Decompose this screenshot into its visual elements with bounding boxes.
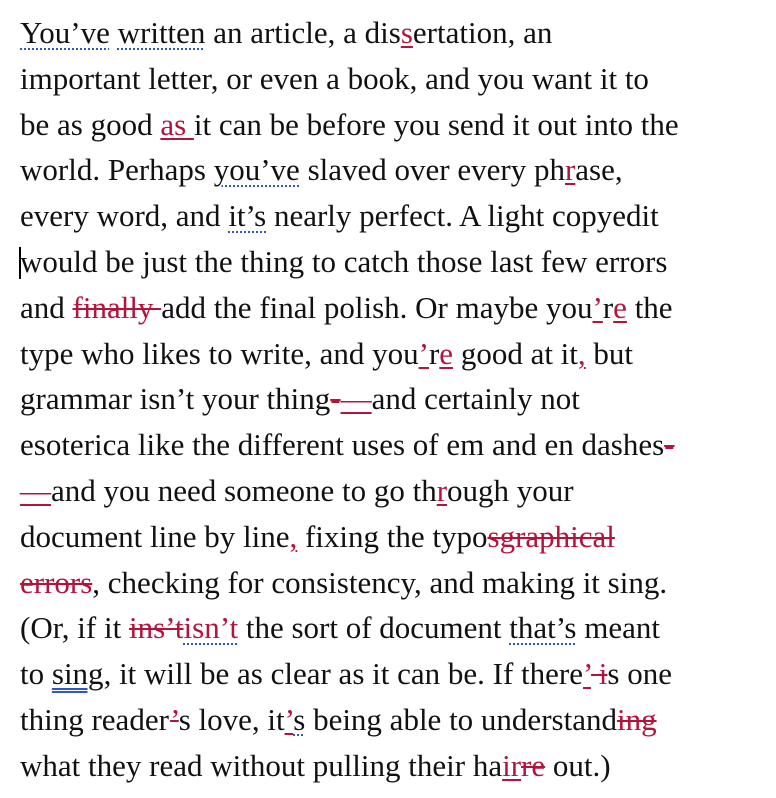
document-line[interactable] — [20, 193, 758, 239]
tracked-insertion[interactable]: — — [340, 381, 372, 417]
text-run[interactable]: good at it — [453, 335, 578, 371]
tracked-deletion[interactable]: - — [330, 381, 341, 417]
text-run[interactable]: (Or, if it — [20, 610, 129, 646]
text-run[interactable] — [110, 15, 118, 50]
text-run[interactable]: , it will be as clear as it can be. If there — [103, 656, 583, 692]
text-run[interactable]: ase, — [575, 152, 623, 188]
document-body[interactable] — [20, 10, 758, 789]
text-run[interactable]: esoterica like the different uses of em and en dashes — [20, 427, 665, 463]
text-run[interactable]: world. Perhaps — [20, 152, 214, 188]
document-line[interactable] — [20, 697, 758, 743]
text-run[interactable]: meant — [576, 610, 660, 646]
text-run[interactable]: ertation, an — [412, 15, 553, 50]
text-run[interactable]: important letter, or even a book, and you want it to — [20, 60, 649, 96]
tracked-deletion[interactable]: i — [591, 656, 608, 692]
text-run[interactable]: to — [20, 656, 52, 692]
tracked-insertion[interactable]: e — [613, 289, 627, 325]
text-run[interactable]: and you need someone to go th — [51, 472, 437, 508]
document-line[interactable] — [20, 651, 758, 697]
document-line[interactable] — [20, 147, 758, 193]
tracked-insertion[interactable]: , — [289, 518, 298, 554]
text-run[interactable]: nearly perfect. A light copyedit — [266, 198, 659, 234]
spelling-flag[interactable]: it’s — [228, 198, 267, 234]
text-cursor — [19, 247, 21, 279]
document-line[interactable] — [20, 376, 758, 422]
tracked-insertion[interactable]: ’ — [418, 335, 429, 371]
tracked-deletion[interactable]: re — [521, 747, 546, 783]
text-run[interactable]: s one — [607, 656, 672, 692]
tracked-deletion[interactable]: errors — [20, 564, 93, 600]
text-run[interactable]: it can be before you send it out into the — [193, 106, 679, 142]
text-run[interactable]: and — [20, 289, 73, 325]
tracked-deletion[interactable]: ing — [616, 701, 657, 737]
spelling-flag[interactable]: you’ve — [213, 152, 300, 188]
text-run[interactable]: , checking for consistency, and making it sing. — [92, 564, 668, 600]
tracked-insertion[interactable]: ’ — [284, 701, 294, 737]
spelling-flag[interactable]: written — [117, 15, 206, 50]
spelling-flag[interactable]: s — [293, 701, 306, 737]
document-line[interactable] — [20, 605, 758, 651]
document-line[interactable] — [20, 56, 758, 102]
text-run[interactable]: add the final polish. Or maybe you — [161, 289, 593, 325]
tracked-deletion[interactable]: ’ — [170, 701, 179, 737]
text-run[interactable]: and certainly not — [371, 381, 580, 417]
text-run[interactable]: the sort of document — [238, 610, 510, 646]
tracked-deletion[interactable]: - — [664, 427, 675, 463]
text-run[interactable]: the — [626, 289, 673, 325]
text-run[interactable]: document line by line — [20, 518, 290, 554]
tracked-deletion[interactable]: ins’t — [128, 610, 184, 646]
tracked-insertion[interactable]: e — [439, 335, 454, 371]
tracked-insertion[interactable]: r — [436, 472, 448, 508]
text-run[interactable]: fixing the typo — [297, 518, 488, 554]
document-line[interactable] — [20, 422, 758, 468]
tracked-insertion[interactable]: — — [20, 472, 51, 508]
document-line[interactable] — [20, 102, 758, 148]
text-run[interactable]: r — [602, 289, 614, 325]
text-run[interactable]: what they read without pulling their ha — [20, 747, 503, 783]
text-run[interactable]: be as good — [20, 106, 161, 142]
document-line[interactable] — [20, 514, 758, 560]
document-line[interactable] — [20, 560, 758, 606]
document-line[interactable] — [20, 285, 758, 331]
tracked-insertion[interactable]: r — [564, 152, 576, 188]
tracked-insertion[interactable]: as — [160, 106, 194, 142]
text-run[interactable]: out.) — [545, 747, 611, 783]
text-run[interactable]: would be just the thing to catch those last few errors — [20, 243, 668, 279]
text-run[interactable]: s love, — [178, 701, 268, 737]
text-run[interactable]: r — [428, 335, 440, 371]
document-line[interactable] — [20, 468, 758, 514]
tracked-deletion[interactable]: finally — [72, 289, 162, 325]
document-line[interactable] — [20, 743, 758, 789]
text-run[interactable]: grammar isn’t your thing — [20, 381, 331, 417]
text-run[interactable]: ough your — [447, 472, 574, 508]
text-run[interactable]: type who likes to write, and you — [20, 335, 419, 371]
text-run[interactable]: slaved over every ph — [299, 152, 565, 188]
document-line[interactable] — [20, 331, 758, 377]
document-line[interactable] — [20, 10, 758, 56]
grammar-flag[interactable]: sing — [51, 656, 104, 692]
tracked-insertion[interactable]: isn’t — [183, 610, 239, 646]
text-run[interactable]: every word, and — [20, 198, 229, 234]
text-run[interactable]: thing reader — [20, 701, 171, 737]
spelling-flag[interactable]: You’ve — [20, 15, 110, 50]
tracked-insertion[interactable]: s — [400, 15, 413, 50]
text-run[interactable]: it — [267, 701, 285, 737]
tracked-insertion[interactable]: , — [577, 335, 586, 371]
text-run[interactable]: being able to understand — [305, 701, 617, 737]
tracked-deletion[interactable]: sgraphical — [487, 518, 615, 554]
spelling-flag[interactable]: that’s — [509, 610, 577, 646]
document-line[interactable] — [20, 239, 758, 285]
tracked-insertion[interactable]: ’ — [592, 289, 603, 325]
tracked-insertion[interactable]: ir — [502, 747, 522, 783]
text-run[interactable]: an article, a dis — [205, 15, 401, 50]
tracked-insertion[interactable]: ’ — [583, 656, 592, 692]
text-run[interactable]: but — [585, 335, 634, 371]
